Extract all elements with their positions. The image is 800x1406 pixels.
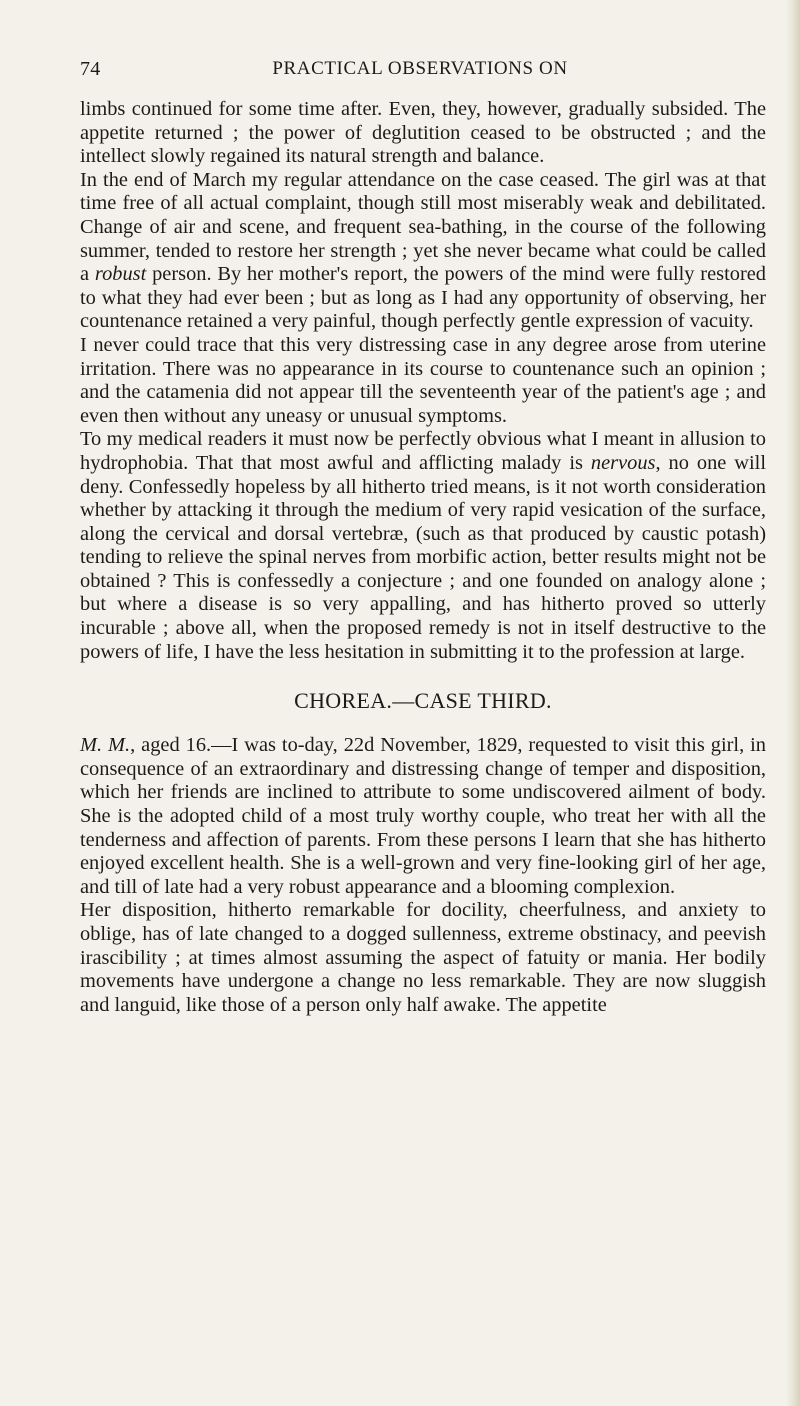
paragraphs-after-heading xyxy=(80,734,766,1017)
paragraph-text: limbs continued for some time after. Even, they, however, gradually subsided. The appetite returned ; the power of deglutition ceased to be obstructed ; and the intellect slowly regained its natural strength and balance. xyxy=(80,98,766,168)
paragraph xyxy=(80,899,766,1017)
body-text xyxy=(80,98,766,1017)
italic-text: M. M. xyxy=(80,734,131,757)
paragraph-text: Her disposition, hitherto remarkable for docility, cheerfulness, and anxiety to oblige, has of late changed to a dogged sullenness, extreme obstinacy, and peevish irascibility ; at times almost assuming the aspect of fatuity or mania. Her bodily movements have undergone a change no less remarkable. They are now sluggish and languid, like those of a person only half awake. The appetite xyxy=(80,899,766,1016)
section-heading: CHOREA.—CASE THIRD. xyxy=(294,688,552,714)
paragraph xyxy=(80,734,766,899)
paragraph-text: , aged 16.—I was to-day, 22d November, 1829, requested to visit this girl, in consequence of an extraordinary and distressing change of temper and disposition, which her friends are inclined to attribute to some undiscovered ailment of body. She is the adopted child of a most truly worthy couple, who treat her with all the tenderness and affection of parents. From these persons I learn that she has hitherto enjoyed excellent health. She is a well-grown and very fine-looking girl of her age, and till of late had a very robust appearance and a blooming complexion. xyxy=(80,734,766,898)
italic-text: nervous xyxy=(590,451,656,474)
paragraph-text: In the end of March my regular attendance on the case ceased. The girl was at that time free of all actual complaint, though still most miserably weak and debilitated. Change of air and scene, and frequent sea-bathing, in the course of the following summer, tended to restore her strength ; yet she never became what could be called a xyxy=(80,168,766,286)
paragraph-text: person. By her mother's report, the powers of the mind were fully restored to what they had ever been ; but as long as I had any opportunity of observing, her countenance retained a very painful, though perfectly gentle expression of vacuity. xyxy=(80,263,766,333)
paragraph-text: To my medical readers it must now be perfectly obvious what I meant in allusion to hydrophobia. That that most awful and afflicting malady is xyxy=(80,428,766,474)
page-number: 74 xyxy=(80,58,101,80)
paragraphs-before-heading xyxy=(80,98,766,664)
paragraph xyxy=(80,334,766,428)
running-title: PRACTICAL OBSERVATIONS ON xyxy=(272,58,568,79)
page-header xyxy=(80,58,760,88)
page-edge-shadow xyxy=(786,0,800,1406)
paragraph-text: I never could trace that this very distressing case in any degree arose from uterine irritation. There was no appearance in its course to countenance such an opinion ; and the catamenia did not appear till the seventeenth year of the patient's age ; and even then without any uneasy or unusual symptoms. xyxy=(80,333,766,427)
paragraph xyxy=(80,428,766,664)
paragraph-text: , no one will deny. Confessedly hopeless by all hitherto tried means, is it not worth consideration whether by attacking it through the medium of very rapid vesication of the surface, along the cervical and dorsal vertebræ, (such as that produced by caustic potash) tending to relieve the spinal nerves from morbific action, better results might not be obtained ? This is confessedly a conjecture ; and one founded on analogy alone ; but where a disease is so very appalling, and has hitherto proved so utterly incurable ; above all, when the proposed remedy is not in itself destructive to the powers of life, I have the less hesitation in submitting it to the profession at large. xyxy=(80,451,767,663)
italic-text: robust xyxy=(94,263,147,286)
paragraph xyxy=(80,98,766,169)
paragraph xyxy=(80,169,766,334)
